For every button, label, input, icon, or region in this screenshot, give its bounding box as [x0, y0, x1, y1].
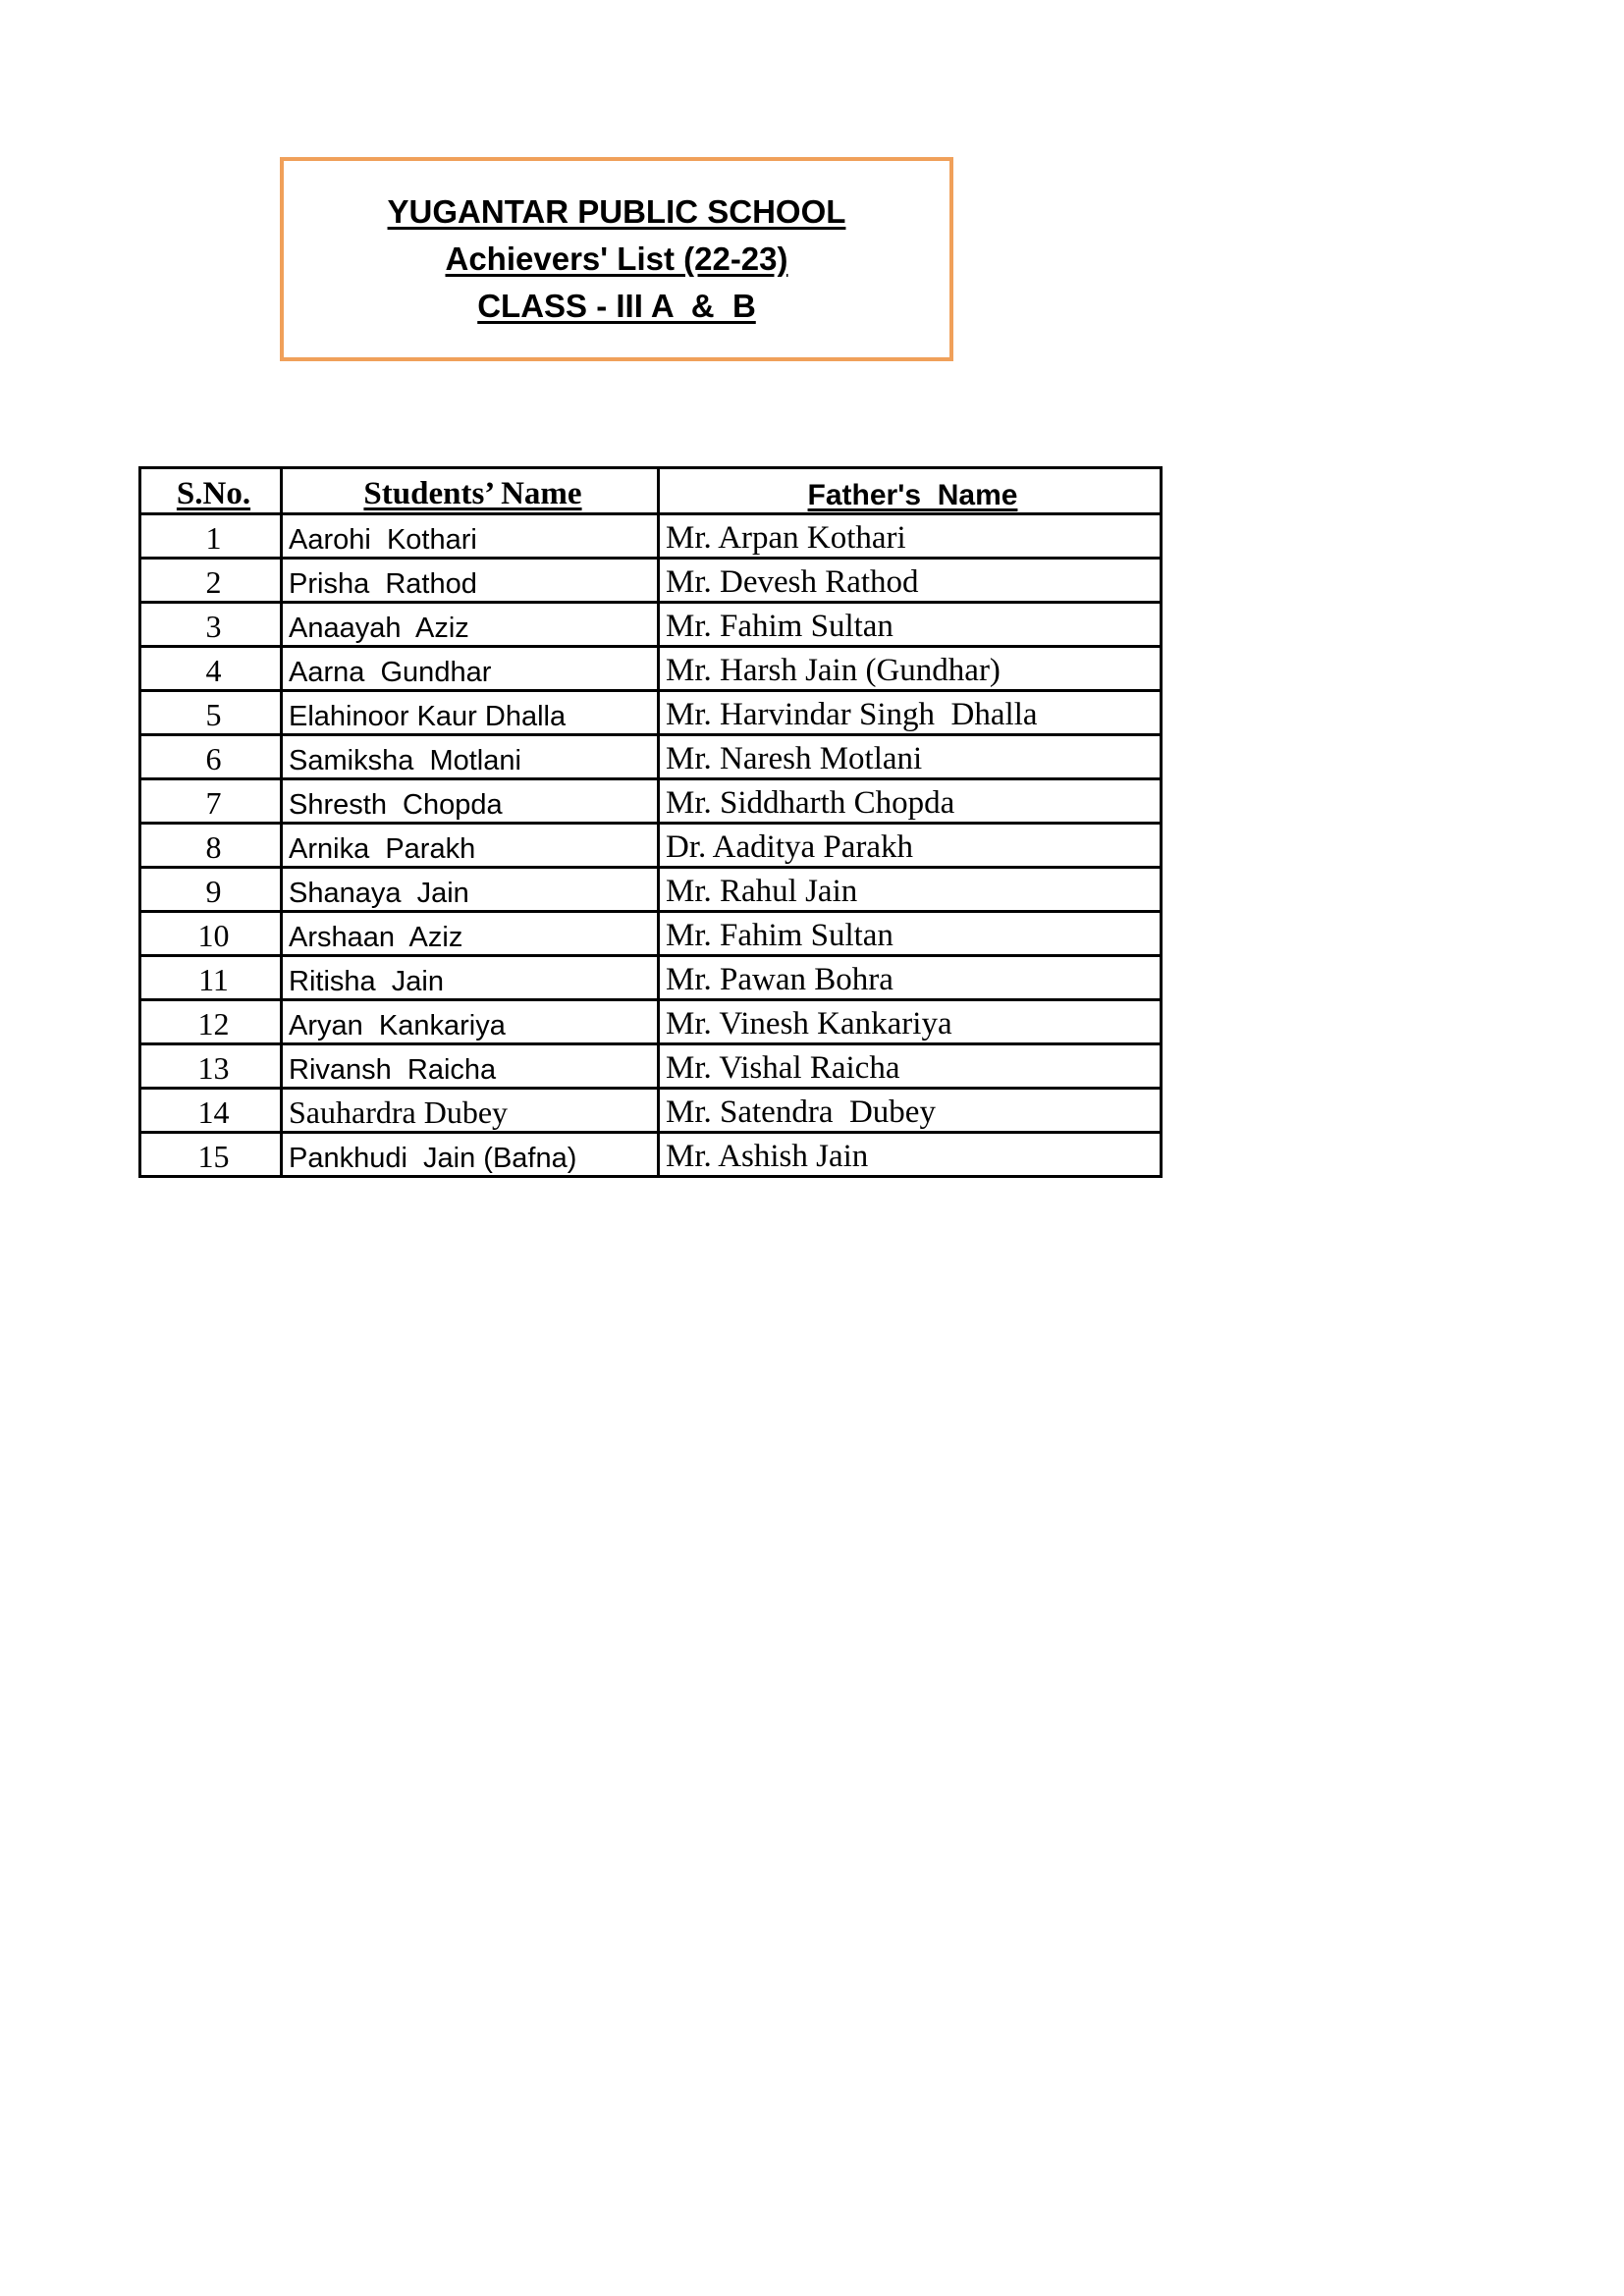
cell-student-name: Shresth Chopda: [282, 779, 659, 824]
cell-sno: 2: [140, 559, 282, 603]
cell-sno: 15: [140, 1133, 282, 1177]
title-box: [280, 157, 953, 361]
table-row: [140, 603, 1162, 647]
table-row: [140, 514, 1162, 559]
table-row: [140, 1133, 1162, 1177]
cell-father-name: Mr. Naresh Motlani: [659, 735, 1162, 779]
achievers-table: [138, 466, 1163, 1178]
cell-sno: 6: [140, 735, 282, 779]
cell-father-name: Mr. Pawan Bohra: [659, 956, 1162, 1000]
class-label: CLASS - III A & B: [477, 288, 756, 324]
cell-student-name: Arshaan Aziz: [282, 912, 659, 956]
cell-father-name: Mr. Devesh Rathod: [659, 559, 1162, 603]
cell-father-name: Mr. Vishal Raicha: [659, 1044, 1162, 1089]
cell-father-name: Mr. Siddharth Chopda: [659, 779, 1162, 824]
cell-student-name: Samiksha Motlani: [282, 735, 659, 779]
cell-sno: 14: [140, 1089, 282, 1133]
cell-student-name: Rivansh Raicha: [282, 1044, 659, 1089]
table-row: [140, 559, 1162, 603]
table-row: [140, 779, 1162, 824]
table-row: [140, 868, 1162, 912]
list-title: Achievers' List (22-23): [445, 240, 788, 277]
cell-father-name: Mr. Fahim Sultan: [659, 912, 1162, 956]
cell-student-name: Aarohi Kothari: [282, 514, 659, 559]
cell-sno: 7: [140, 779, 282, 824]
cell-sno: 9: [140, 868, 282, 912]
table-row: [140, 912, 1162, 956]
cell-father-name: Mr. Fahim Sultan: [659, 603, 1162, 647]
cell-student-name: Anaayah Aziz: [282, 603, 659, 647]
cell-student-name: Aarna Gundhar: [282, 647, 659, 691]
table-row: [140, 1044, 1162, 1089]
cell-father-name: Mr. Vinesh Kankariya: [659, 1000, 1162, 1044]
cell-student-name: Sauhardra Dubey: [282, 1089, 659, 1133]
cell-sno: 11: [140, 956, 282, 1000]
cell-student-name: Prisha Rathod: [282, 559, 659, 603]
school-name: YUGANTAR PUBLIC SCHOOL: [387, 193, 846, 230]
cell-father-name: Mr. Satendra Dubey: [659, 1089, 1162, 1133]
cell-student-name: Pankhudi Jain (Bafna): [282, 1133, 659, 1177]
cell-sno: 3: [140, 603, 282, 647]
table-row: [140, 956, 1162, 1000]
cell-father-name: Mr. Harvindar Singh Dhalla: [659, 691, 1162, 735]
cell-sno: 4: [140, 647, 282, 691]
column-header-father-name: Father's Name: [659, 468, 1162, 514]
table-row: [140, 735, 1162, 779]
cell-student-name: Elahinoor Kaur Dhalla: [282, 691, 659, 735]
cell-sno: 8: [140, 824, 282, 868]
table-header-row: [140, 468, 1162, 514]
cell-father-name: Mr. Harsh Jain (Gundhar): [659, 647, 1162, 691]
cell-student-name: Aryan Kankariya: [282, 1000, 659, 1044]
table-row: [140, 1089, 1162, 1133]
cell-father-name: Mr. Ashish Jain: [659, 1133, 1162, 1177]
cell-father-name: Mr. Rahul Jain: [659, 868, 1162, 912]
column-header-sno: S.No.: [140, 468, 282, 514]
cell-father-name: Dr. Aaditya Parakh: [659, 824, 1162, 868]
table-row: [140, 824, 1162, 868]
table-row: [140, 1000, 1162, 1044]
table-row: [140, 691, 1162, 735]
cell-sno: 1: [140, 514, 282, 559]
cell-sno: 10: [140, 912, 282, 956]
cell-student-name: Ritisha Jain: [282, 956, 659, 1000]
cell-sno: 13: [140, 1044, 282, 1089]
cell-father-name: Mr. Arpan Kothari: [659, 514, 1162, 559]
column-header-student-name: Students’ Name: [282, 468, 659, 514]
cell-sno: 5: [140, 691, 282, 735]
table-row: [140, 647, 1162, 691]
cell-student-name: Shanaya Jain: [282, 868, 659, 912]
cell-student-name: Arnika Parakh: [282, 824, 659, 868]
cell-sno: 12: [140, 1000, 282, 1044]
